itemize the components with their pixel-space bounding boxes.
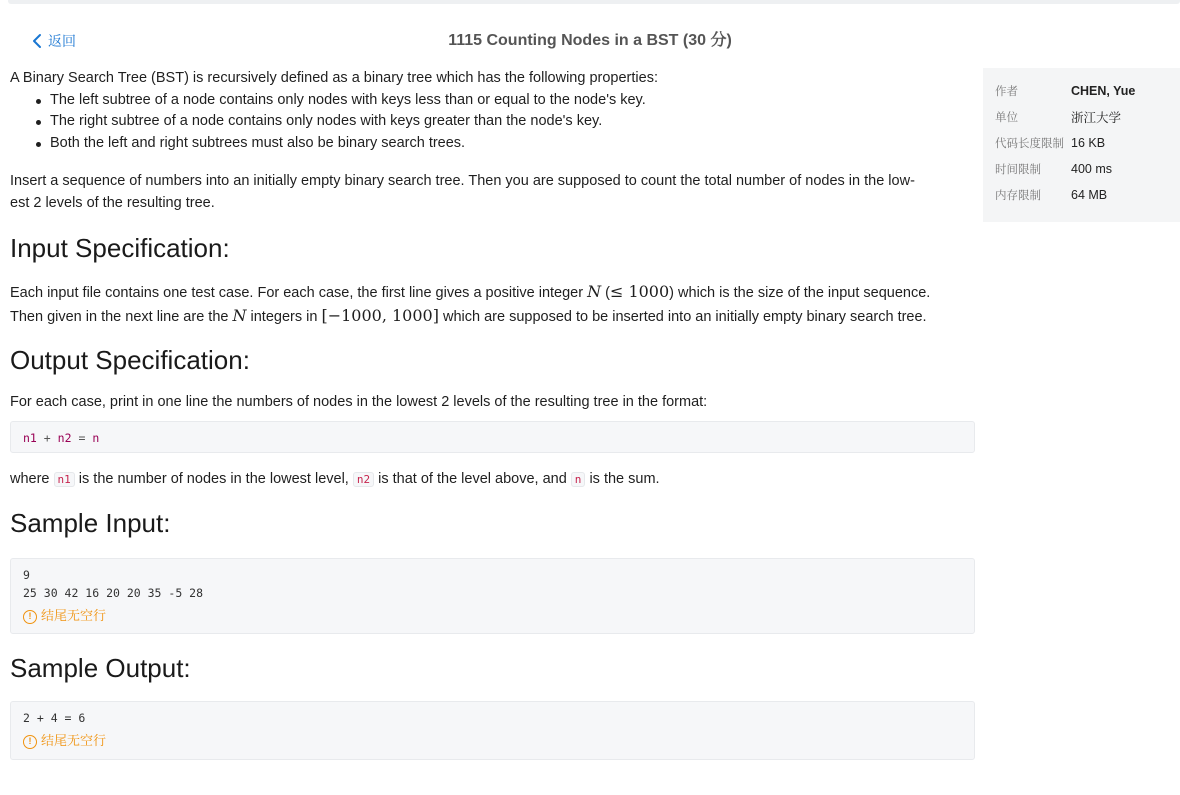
- info-value: 64 MB: [1071, 188, 1108, 202]
- input-spec-heading: Input Specification:: [10, 233, 230, 263]
- where-text-part: is the number of nodes in the lowest level,: [74, 470, 353, 487]
- where-text-part: where: [10, 470, 54, 487]
- sample-input-heading: Sample Input:: [10, 508, 171, 538]
- problem-content: [10, 68, 975, 760]
- var-n: N: [587, 282, 602, 301]
- note-label: 结尾无空行: [41, 609, 107, 624]
- sample-input-block[interactable]: [10, 558, 975, 634]
- task-line-1: Insert a sequence of numbers into an initially empty binary search tree. Then you are supposed to count the total number of nodes in the low-: [10, 173, 915, 189]
- code-token: n1: [23, 430, 37, 445]
- info-key: 内存限制: [995, 188, 1041, 202]
- exclamation-circle-icon: !: [23, 610, 37, 624]
- info-key: 单位: [995, 110, 1018, 124]
- inline-code-n2: n2: [353, 472, 374, 487]
- where-text: [10, 469, 975, 491]
- problem-info-panel: [983, 68, 1180, 222]
- info-row-code-size-limit: [983, 130, 1180, 156]
- info-row-time-limit: [983, 156, 1180, 182]
- code-line: 25 30 42 16 20 20 35 -5 28: [23, 586, 204, 600]
- info-key: 时间限制: [995, 162, 1041, 176]
- no-trailing-newline-note: [23, 731, 962, 753]
- top-strip: [8, 0, 1180, 4]
- info-row-author: [983, 78, 1180, 104]
- input-spec-text-part: Then given in the next line are the: [10, 308, 233, 325]
- input-spec-text-part: Each input file contains one test case. For each case, the first line gives a positive integer: [10, 285, 588, 301]
- input-spec-text-part: integers in: [246, 308, 322, 325]
- input-spec-text: [10, 281, 975, 328]
- code-token: =: [78, 430, 86, 445]
- intro-text: A Binary Search Tree (BST) is recursively defined as a binary tree which has the following properties:: [10, 70, 658, 86]
- math-range: [−1000, 1000]: [321, 305, 439, 325]
- code-token: n: [92, 430, 100, 445]
- task-line-2: est 2 levels of the resulting tree.: [10, 194, 215, 211]
- info-value: 400 ms: [1071, 162, 1112, 176]
- where-text-part: is the sum.: [585, 470, 660, 487]
- input-spec-text-part: which are supposed to be inserted into an initially empty binary search tree.: [438, 308, 927, 325]
- sample-output-heading: Sample Output:: [10, 653, 191, 683]
- math-le-1000: ≤ 1000: [609, 282, 670, 301]
- info-key: 代码长度限制: [995, 136, 1064, 150]
- input-spec-text-part: ) which is the size of the input sequence.: [669, 285, 931, 301]
- code-token: +: [43, 430, 51, 445]
- code-line: 2 + 4 = 6: [23, 711, 86, 725]
- info-value: 浙江大学: [1071, 111, 1122, 125]
- note-label: 结尾无空行: [41, 734, 107, 749]
- code-token: n2: [57, 430, 72, 445]
- list-item: The left subtree of a node contains only nodes with keys less than or equal to the node's key.: [36, 90, 975, 112]
- sample-output-block[interactable]: [10, 701, 975, 760]
- var-n: N: [232, 305, 247, 325]
- info-key: 作者: [995, 84, 1018, 98]
- page-title: 1115 Counting Nodes in a BST (30 分): [448, 32, 732, 49]
- no-trailing-newline-note: [23, 606, 962, 628]
- list-item: Both the left and right subtrees must also be binary search trees.: [36, 133, 975, 155]
- format-code-block: [10, 421, 975, 453]
- inline-code-n1: n1: [54, 472, 75, 487]
- output-spec-heading: Output Specification:: [10, 345, 250, 375]
- info-value: CHEN, Yue: [1071, 84, 1136, 98]
- where-text-part: is that of the level above, and: [374, 470, 571, 487]
- task-text: [10, 171, 975, 214]
- list-item: The right subtree of a node contains only nodes with keys greater than the node's key.: [36, 111, 975, 133]
- exclamation-circle-icon: !: [23, 735, 37, 749]
- back-label: 返回: [48, 33, 76, 49]
- inline-code-n: n: [571, 472, 586, 487]
- input-spec-text-part: (: [601, 285, 610, 301]
- code-line: 9: [23, 568, 30, 582]
- info-row-organization: [983, 104, 1180, 130]
- properties-list: [10, 90, 975, 155]
- info-row-memory-limit: [983, 182, 1180, 208]
- info-value: 16 KB: [1071, 136, 1106, 150]
- output-spec-text: For each case, print in one line the numbers of nodes in the lowest 2 levels of the resulting tree in the format:: [10, 394, 708, 410]
